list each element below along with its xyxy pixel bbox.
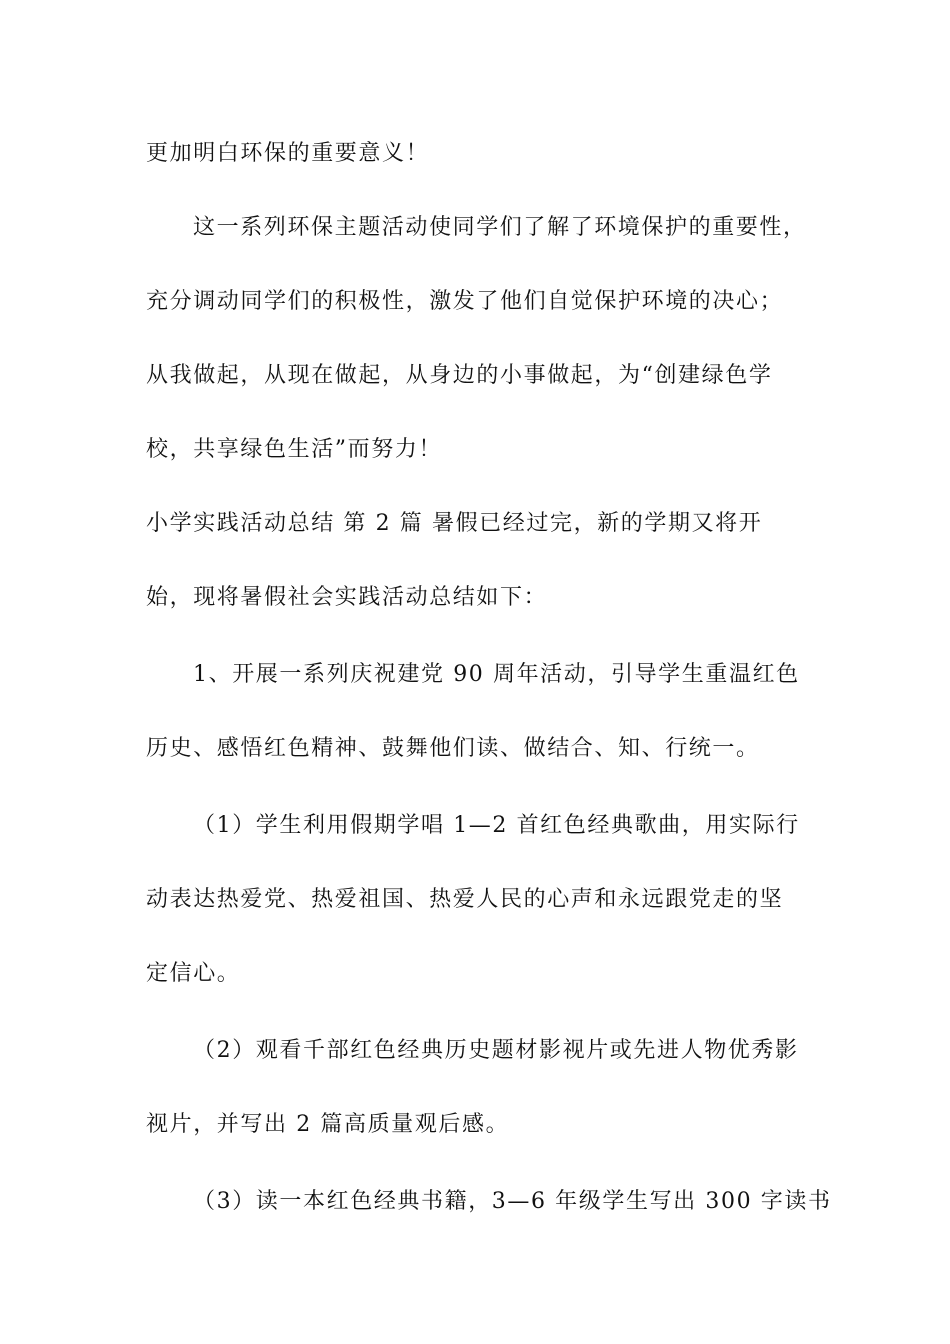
section-heading-line: 小学实践活动总结 第 2 篇 暑假已经过完，新的学期又将开 (146, 511, 763, 536)
text-line: 校，共享绿色生活”而努力！ (146, 437, 443, 462)
text-line: 始，现将暑假社会实践活动总结如下： (146, 585, 548, 610)
paragraph-line: 1、开展一系列庆祝建党 90 周年活动，引导学生重温红色 (193, 662, 800, 687)
paragraph-line: （1）学生利用假期学唱 1—2 首红色经典歌曲，用实际行 (193, 813, 800, 838)
paragraph-line: 这一系列环保主题活动使同学们了解了环境保护的重要性， (193, 215, 807, 240)
text-line: 定信心。 (146, 961, 241, 986)
text-line: 从我做起，从现在做起，从身边的小事做起，为“创建绿色学 (146, 363, 773, 388)
paragraph-line: （2）观看千部红色经典历史题材影视片或先进人物优秀影 (193, 1038, 799, 1063)
text-line: 视片，并写出 2 篇高质量观后感。 (146, 1112, 510, 1137)
text-line: 动表达热爱党、热爱祖国、热爱人民的心声和永远跟党走的坚 (146, 887, 784, 912)
text-line: 历史、感悟红色精神、鼓舞他们读、做结合、知、行统一。 (146, 736, 760, 761)
paragraph-line: （3）读一本红色经典书籍，3—6 年级学生写出 300 字读书 (193, 1189, 832, 1214)
text-line: 充分调动同学们的积极性，激发了他们自觉保护环境的决心； (146, 289, 784, 314)
text-line: 更加明白环保的重要意义！ (146, 141, 430, 166)
